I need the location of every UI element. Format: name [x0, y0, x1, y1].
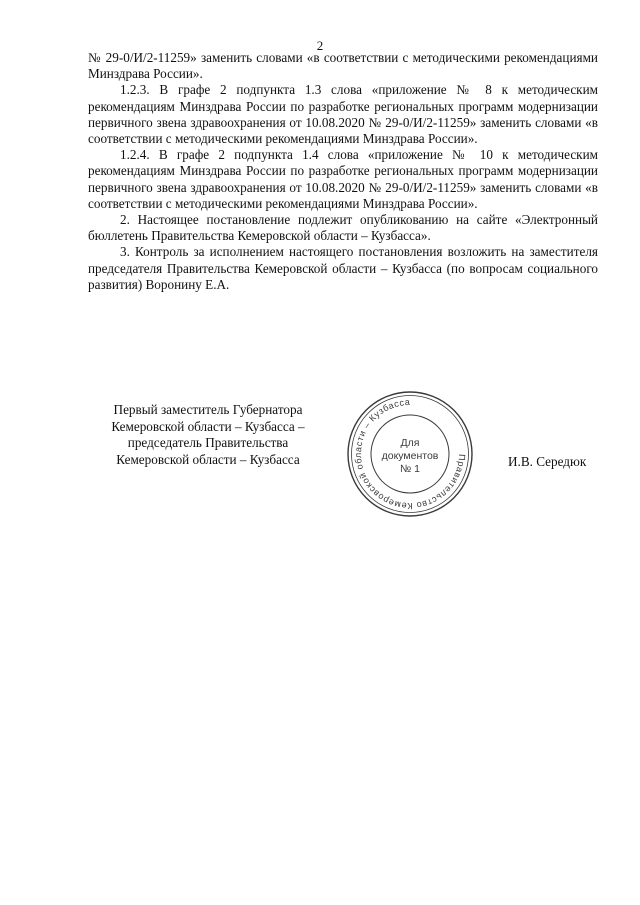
paragraph-continuation: № 29-0/И/2-11259» заменить словами «в соответствии с методическими рекомендациями Минздрава России». — [88, 50, 598, 82]
seal-graphic — [344, 388, 476, 520]
signatory-position-line: Кемеровской области – Кузбасса – — [111, 418, 305, 434]
signatory-position-line: Кемеровской области – Кузбасса — [116, 451, 300, 467]
official-seal — [344, 388, 476, 520]
seal-center-line: № 1 — [399, 463, 421, 475]
paragraph-1-2-4: 1.2.4. В графе 2 подпункта 1.4 слова «приложение № 10 к методическим рекомендациям Минздрава России по разработке региональных программ модернизации первичного звена здравоохранения от 10.08.2020 № 29-0/И/2-11259» заменить словами «в соответствии с методическими рекомендациями Минздрава России». — [88, 147, 598, 211]
document-body — [88, 50, 598, 293]
paragraph-3-control: 3. Контроль за исполнением настоящего постановления возложить на заместителя председателя Правительства Кемеровской области – Кузбасса (по вопросам социального развития) Воронину Е.А. — [88, 244, 598, 292]
page-number: 2 — [316, 38, 324, 53]
seal-ring-text: Правительство Кемеровской области – Кузбасса — [352, 396, 468, 512]
signatory-position — [88, 402, 328, 468]
seal-center-line: документов — [381, 450, 439, 462]
paragraph-2-publication: 2. Настоящее постановление подлежит опубликованию на сайте «Электронный бюллетень Правительства Кемеровской области – Кузбасса». — [88, 212, 598, 244]
paragraph-1-2-3: 1.2.3. В графе 2 подпункта 1.3 слова «приложение № 8 к методическим рекомендациям Минздрава России по разработке региональных программ модернизации первичного звена здравоохранения от 10.08.2020 № 29-0/И/2-11259» заменить словами «в соответствии с методическими рекомендациями Минздрава России». — [88, 82, 598, 147]
seal-center-line: Для — [400, 437, 420, 449]
signatory-position-line: Первый заместитель Губернатора — [113, 402, 303, 417]
signatory-position-line: председатель Правительства — [127, 435, 289, 450]
signer-name: И.В. Середюк — [508, 454, 587, 469]
